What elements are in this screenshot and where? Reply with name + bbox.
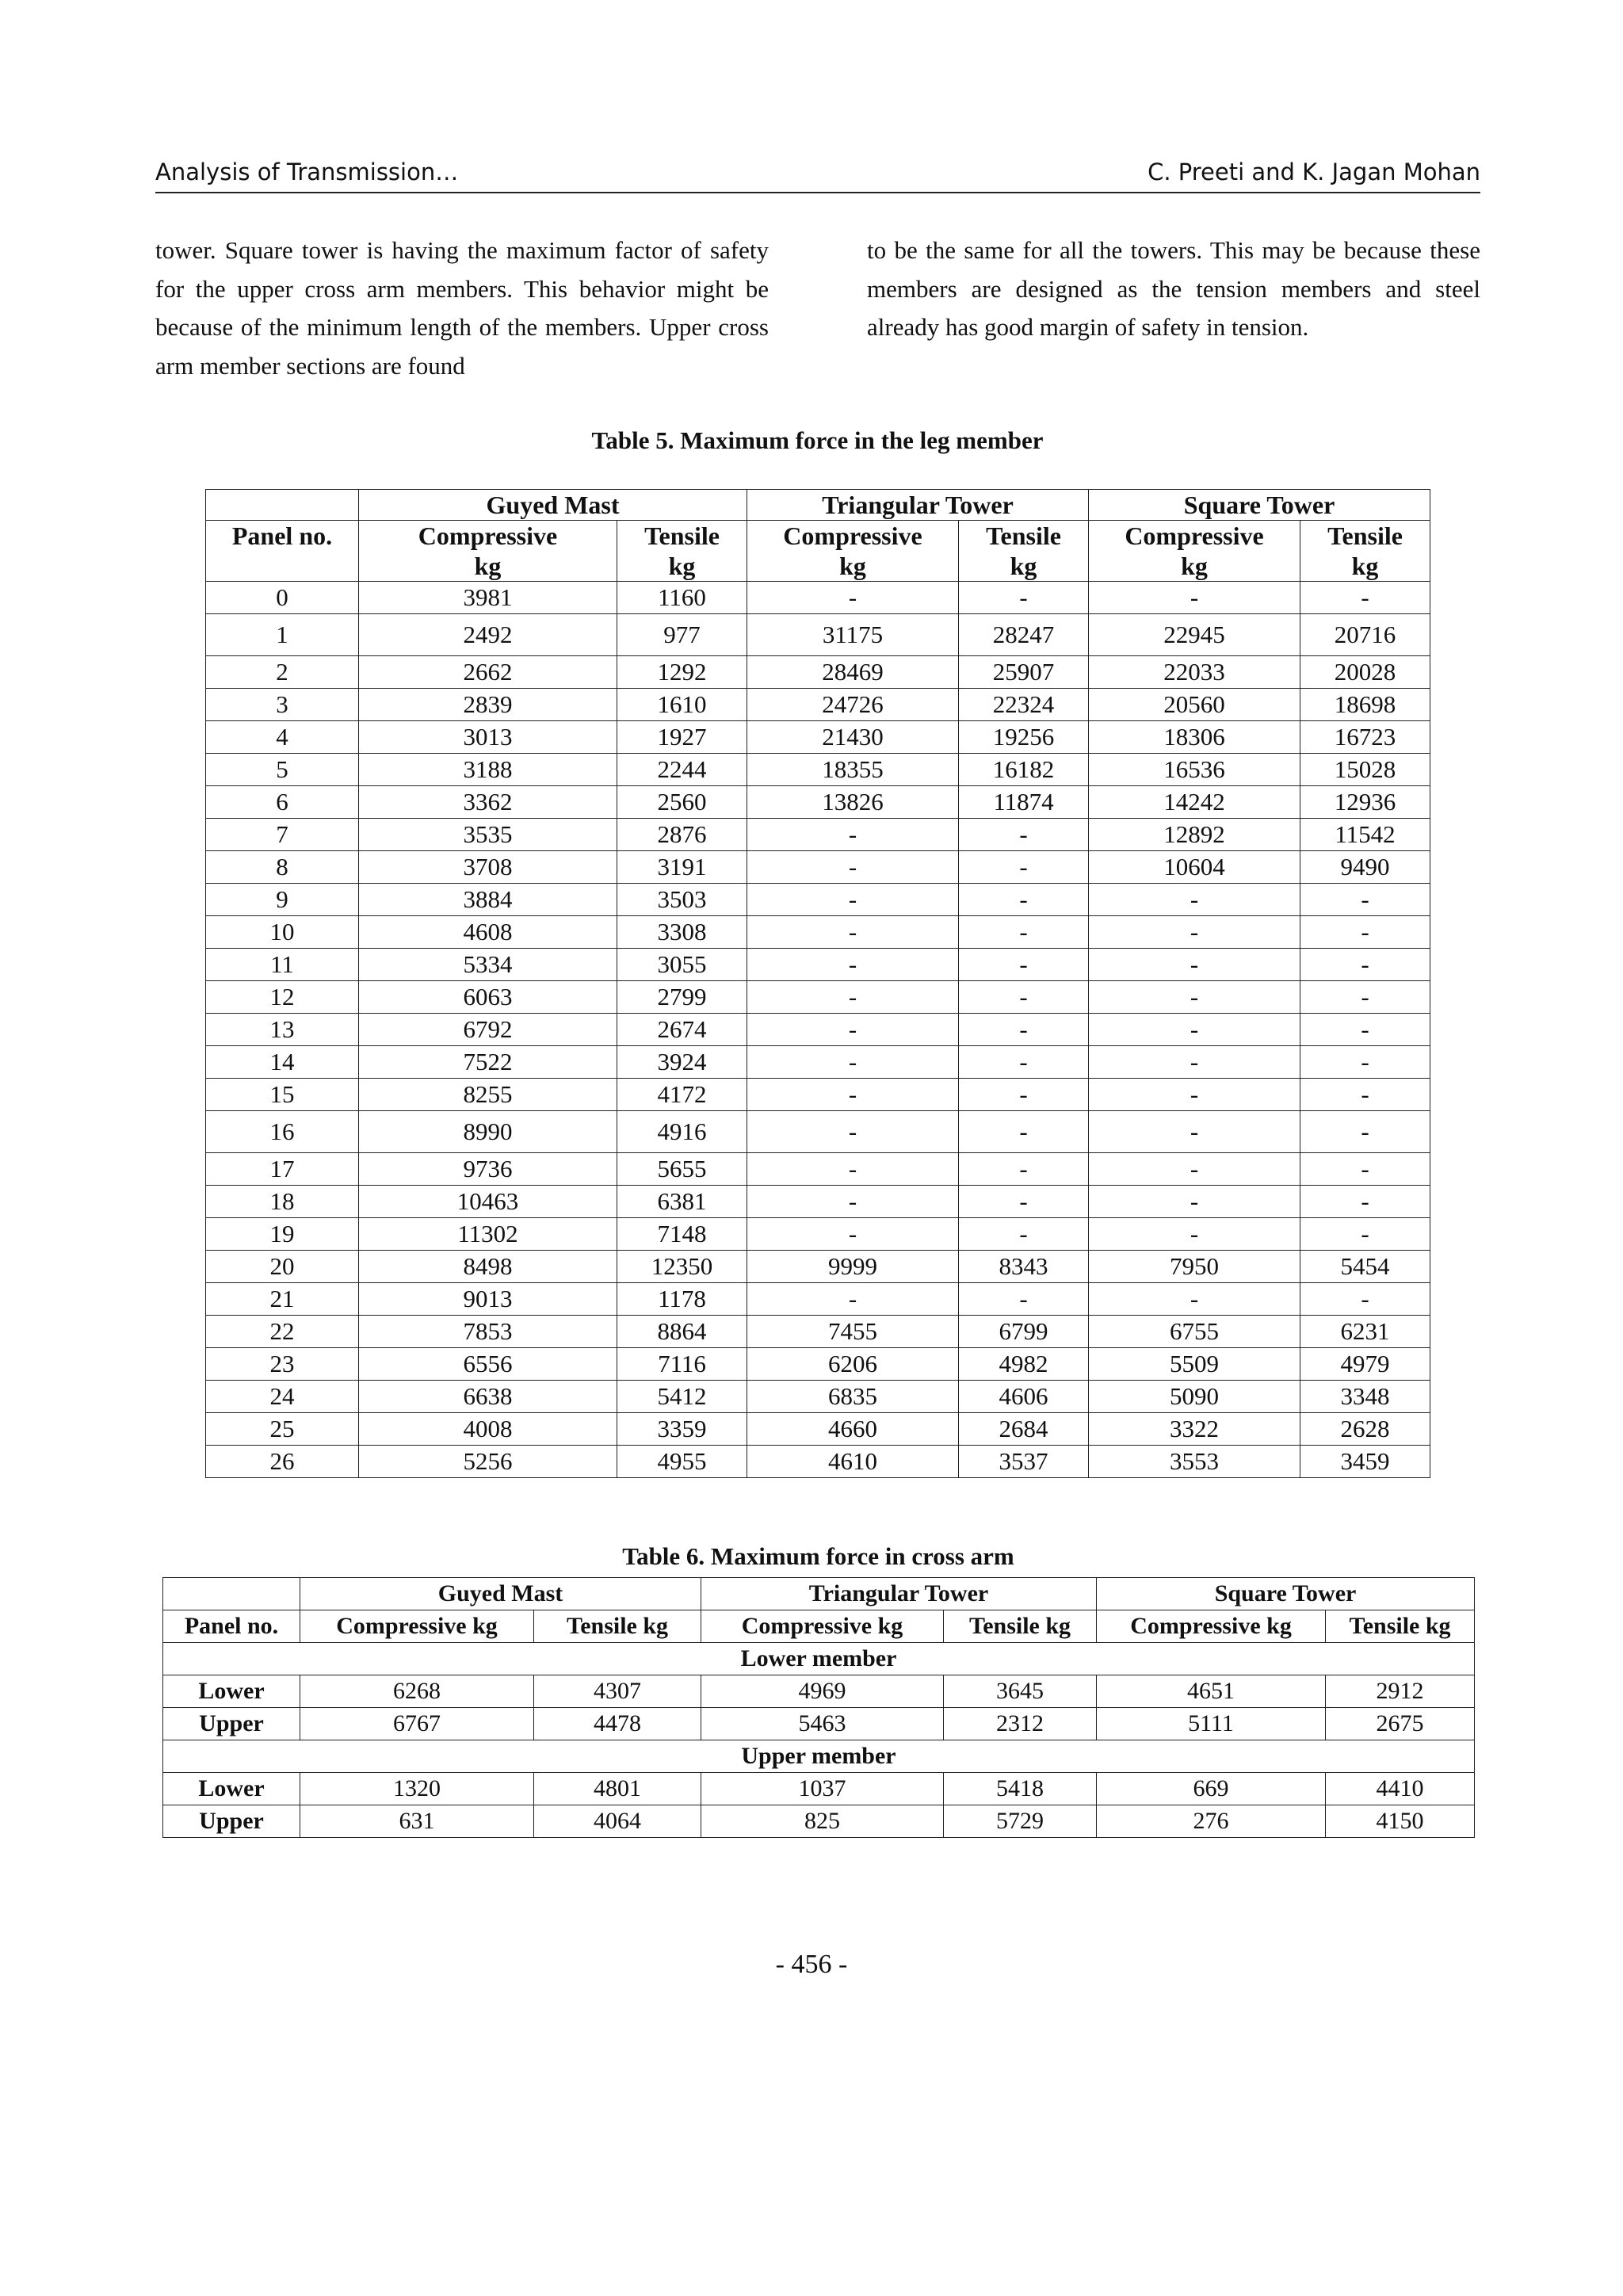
table5-corner xyxy=(206,490,359,521)
force-value-cell: - xyxy=(959,1014,1089,1046)
force-value-cell: 6206 xyxy=(747,1348,959,1381)
table6-col-header: Compressive kg xyxy=(701,1610,944,1643)
force-value-cell: - xyxy=(959,1079,1089,1111)
force-value-cell: 24726 xyxy=(747,689,959,721)
force-value-cell: 825 xyxy=(701,1805,944,1838)
force-value-cell: - xyxy=(1089,981,1300,1014)
force-value-cell: - xyxy=(747,981,959,1014)
table-row xyxy=(163,1773,1475,1805)
force-value-cell: - xyxy=(747,949,959,981)
panel-number-cell: 24 xyxy=(206,1381,359,1413)
force-value-cell: 18698 xyxy=(1300,689,1430,721)
force-value-cell: 6767 xyxy=(300,1708,534,1740)
force-value-cell: 16723 xyxy=(1300,721,1430,754)
panel-number-cell: 10 xyxy=(206,916,359,949)
section-title: Upper member xyxy=(163,1740,1475,1773)
force-value-cell: 5655 xyxy=(617,1153,747,1186)
force-value-cell: 1292 xyxy=(617,656,747,689)
table6-corner xyxy=(163,1578,300,1610)
force-value-cell: 7455 xyxy=(747,1316,959,1348)
force-value-cell: 2912 xyxy=(1326,1675,1475,1708)
table-row xyxy=(163,1805,1475,1838)
panel-number-cell: 7 xyxy=(206,819,359,851)
body-text-right-column: to be the same for all the towers. This may be because these members are designed as the tension members and steel already has good margin of safety in tension. xyxy=(867,236,1480,341)
section-row xyxy=(163,1740,1475,1773)
force-value-cell: - xyxy=(959,819,1089,851)
force-value-cell: 1160 xyxy=(617,582,747,614)
force-value-cell: 3362 xyxy=(359,786,617,819)
force-value-cell: 15028 xyxy=(1300,754,1430,786)
table-row xyxy=(206,1446,1430,1478)
table5-group-header: Guyed Mast xyxy=(359,490,747,521)
force-value-cell: 6556 xyxy=(359,1348,617,1381)
force-value-cell: - xyxy=(1300,1186,1430,1218)
panel-number-cell: 25 xyxy=(206,1413,359,1446)
force-value-cell: 4916 xyxy=(617,1111,747,1153)
force-value-cell: 20028 xyxy=(1300,656,1430,689)
force-value-cell: 631 xyxy=(300,1805,534,1838)
force-value-cell: - xyxy=(959,851,1089,884)
force-value-cell: 2628 xyxy=(1300,1413,1430,1446)
force-value-cell: - xyxy=(1300,582,1430,614)
running-header xyxy=(155,155,1480,193)
panel-number-cell: 14 xyxy=(206,1046,359,1079)
table-row xyxy=(206,582,1430,614)
force-value-cell: 1037 xyxy=(701,1773,944,1805)
force-value-cell: 5418 xyxy=(944,1773,1097,1805)
force-value-cell: - xyxy=(1089,1186,1300,1218)
panel-number-cell: 1 xyxy=(206,614,359,656)
force-value-cell: 1610 xyxy=(617,689,747,721)
table-row xyxy=(206,1014,1430,1046)
force-value-cell: 6638 xyxy=(359,1381,617,1413)
force-value-cell: 1927 xyxy=(617,721,747,754)
force-value-cell: 18306 xyxy=(1089,721,1300,754)
force-value-cell: 4478 xyxy=(534,1708,701,1740)
force-value-cell: 7116 xyxy=(617,1348,747,1381)
force-value-cell: 3503 xyxy=(617,884,747,916)
force-value-cell: 5256 xyxy=(359,1446,617,1478)
panel-number-cell: 22 xyxy=(206,1316,359,1348)
force-value-cell: - xyxy=(1089,1111,1300,1153)
force-value-cell: - xyxy=(1089,1218,1300,1251)
force-value-cell: 12892 xyxy=(1089,819,1300,851)
force-value-cell: - xyxy=(959,1186,1089,1218)
force-value-cell: 2244 xyxy=(617,754,747,786)
table-row xyxy=(206,916,1430,949)
panel-label-cell: Lower xyxy=(163,1675,300,1708)
table6-col-header: Compressive kg xyxy=(300,1610,534,1643)
panel-number-cell: 17 xyxy=(206,1153,359,1186)
force-value-cell: 6381 xyxy=(617,1186,747,1218)
page-number: - 456 - xyxy=(775,1950,848,1979)
table6-panel-header: Panel no. xyxy=(163,1610,300,1643)
force-value-cell: 3188 xyxy=(359,754,617,786)
force-value-cell: 4608 xyxy=(359,916,617,949)
table-row xyxy=(206,721,1430,754)
force-value-cell: 3308 xyxy=(617,916,747,949)
table-row xyxy=(206,1316,1430,1348)
force-value-cell: 11302 xyxy=(359,1218,617,1251)
force-value-cell: - xyxy=(1089,582,1300,614)
force-value-cell: - xyxy=(959,949,1089,981)
force-value-cell: 7950 xyxy=(1089,1251,1300,1283)
table-row xyxy=(206,1348,1430,1381)
force-value-cell: - xyxy=(959,916,1089,949)
panel-number-cell: 16 xyxy=(206,1111,359,1153)
force-value-cell: - xyxy=(959,1111,1089,1153)
force-value-cell: 3981 xyxy=(359,582,617,614)
force-value-cell: - xyxy=(1300,916,1430,949)
table5-group-header: Triangular Tower xyxy=(747,490,1089,521)
force-value-cell: 22033 xyxy=(1089,656,1300,689)
table6-cross-arm-forces xyxy=(162,1577,1475,1838)
force-value-cell: 3459 xyxy=(1300,1446,1430,1478)
force-value-cell: 18355 xyxy=(747,754,959,786)
force-value-cell: - xyxy=(747,884,959,916)
panel-label-cell: Upper xyxy=(163,1805,300,1838)
force-value-cell: - xyxy=(959,981,1089,1014)
force-value-cell: 4955 xyxy=(617,1446,747,1478)
force-value-cell: 21430 xyxy=(747,721,959,754)
force-value-cell: 2876 xyxy=(617,819,747,851)
force-value-cell: - xyxy=(1300,981,1430,1014)
panel-number-cell: 21 xyxy=(206,1283,359,1316)
force-value-cell: - xyxy=(1089,916,1300,949)
force-value-cell: - xyxy=(1300,1046,1430,1079)
table5-col-header: Compressive kg xyxy=(747,521,959,582)
force-value-cell: 3553 xyxy=(1089,1446,1300,1478)
table5-leg-member-forces xyxy=(205,489,1430,1478)
table-row xyxy=(206,1111,1430,1153)
force-value-cell: 8255 xyxy=(359,1079,617,1111)
table-row xyxy=(206,1046,1430,1079)
force-value-cell: - xyxy=(1300,949,1430,981)
table5-panel-header: Panel no. xyxy=(206,521,359,582)
force-value-cell: 7853 xyxy=(359,1316,617,1348)
force-value-cell: 2674 xyxy=(617,1014,747,1046)
force-value-cell: 20560 xyxy=(1089,689,1300,721)
table5-col-header: Tensile kg xyxy=(617,521,747,582)
force-value-cell: 5729 xyxy=(944,1805,1097,1838)
force-value-cell: 7522 xyxy=(359,1046,617,1079)
table-row xyxy=(206,819,1430,851)
force-value-cell: - xyxy=(1089,1283,1300,1316)
table5-col-header: Tensile kg xyxy=(1300,521,1430,582)
table-row xyxy=(163,1708,1475,1740)
table-row xyxy=(206,1381,1430,1413)
force-value-cell: 20716 xyxy=(1300,614,1430,656)
force-value-cell: 16182 xyxy=(959,754,1089,786)
force-value-cell: 6063 xyxy=(359,981,617,1014)
force-value-cell: 10604 xyxy=(1089,851,1300,884)
section-row xyxy=(163,1643,1475,1675)
force-value-cell: - xyxy=(1089,1046,1300,1079)
force-value-cell: - xyxy=(959,1153,1089,1186)
panel-label-cell: Lower xyxy=(163,1773,300,1805)
force-value-cell: 28247 xyxy=(959,614,1089,656)
table6-col-header: Compressive kg xyxy=(1097,1610,1326,1643)
table-row xyxy=(206,656,1430,689)
force-value-cell: - xyxy=(1300,1079,1430,1111)
force-value-cell: 4969 xyxy=(701,1675,944,1708)
force-value-cell: 11542 xyxy=(1300,819,1430,851)
panel-number-cell: 18 xyxy=(206,1186,359,1218)
force-value-cell: 2839 xyxy=(359,689,617,721)
force-value-cell: 8990 xyxy=(359,1111,617,1153)
table-row xyxy=(206,981,1430,1014)
force-value-cell: - xyxy=(747,916,959,949)
panel-number-cell: 3 xyxy=(206,689,359,721)
table5-group-header: Square Tower xyxy=(1089,490,1430,521)
table6-group-header: Guyed Mast xyxy=(300,1578,701,1610)
force-value-cell: 9999 xyxy=(747,1251,959,1283)
force-value-cell: 5463 xyxy=(701,1708,944,1740)
force-value-cell: 9013 xyxy=(359,1283,617,1316)
table-row xyxy=(206,689,1430,721)
force-value-cell: - xyxy=(747,1283,959,1316)
force-value-cell: 4172 xyxy=(617,1079,747,1111)
force-value-cell: 4651 xyxy=(1097,1675,1326,1708)
table-row xyxy=(206,884,1430,916)
force-value-cell: 14242 xyxy=(1089,786,1300,819)
force-value-cell: 3055 xyxy=(617,949,747,981)
force-value-cell: - xyxy=(1300,1218,1430,1251)
force-value-cell: 4979 xyxy=(1300,1348,1430,1381)
panel-number-cell: 23 xyxy=(206,1348,359,1381)
force-value-cell: - xyxy=(747,1218,959,1251)
force-value-cell: 3322 xyxy=(1089,1413,1300,1446)
force-value-cell: 31175 xyxy=(747,614,959,656)
force-value-cell: 8864 xyxy=(617,1316,747,1348)
force-value-cell: 22945 xyxy=(1089,614,1300,656)
header-authors: C. Preeti and K. Jagan Mohan xyxy=(1148,159,1480,185)
force-value-cell: 11874 xyxy=(959,786,1089,819)
table-row xyxy=(163,1675,1475,1708)
force-value-cell: - xyxy=(1300,1014,1430,1046)
force-value-cell: 3191 xyxy=(617,851,747,884)
force-value-cell: 5111 xyxy=(1097,1708,1326,1740)
force-value-cell: 4410 xyxy=(1326,1773,1475,1805)
force-value-cell: 7148 xyxy=(617,1218,747,1251)
table5-col-header: Compressive kg xyxy=(1089,521,1300,582)
panel-number-cell: 26 xyxy=(206,1446,359,1478)
force-value-cell: 2684 xyxy=(959,1413,1089,1446)
force-value-cell: - xyxy=(747,1186,959,1218)
force-value-cell: 4307 xyxy=(534,1675,701,1708)
force-value-cell: - xyxy=(747,1046,959,1079)
force-value-cell: 6792 xyxy=(359,1014,617,1046)
force-value-cell: - xyxy=(1089,1153,1300,1186)
force-value-cell: 4982 xyxy=(959,1348,1089,1381)
panel-number-cell: 5 xyxy=(206,754,359,786)
force-value-cell: 4064 xyxy=(534,1805,701,1838)
force-value-cell: - xyxy=(747,1111,959,1153)
section-title: Lower member xyxy=(163,1643,1475,1675)
force-value-cell: - xyxy=(1089,884,1300,916)
force-value-cell: - xyxy=(747,851,959,884)
force-value-cell: 2312 xyxy=(944,1708,1097,1740)
force-value-cell: 12936 xyxy=(1300,786,1430,819)
force-value-cell: - xyxy=(1089,1079,1300,1111)
force-value-cell: 6799 xyxy=(959,1316,1089,1348)
force-value-cell: - xyxy=(1300,1283,1430,1316)
force-value-cell: 5454 xyxy=(1300,1251,1430,1283)
force-value-cell: 3535 xyxy=(359,819,617,851)
force-value-cell: 4150 xyxy=(1326,1805,1475,1838)
force-value-cell: 3013 xyxy=(359,721,617,754)
panel-number-cell: 15 xyxy=(206,1079,359,1111)
force-value-cell: 977 xyxy=(617,614,747,656)
table6-body xyxy=(163,1643,1475,1838)
table5-col-header: Tensile kg xyxy=(959,521,1089,582)
force-value-cell: - xyxy=(1089,949,1300,981)
force-value-cell: 3884 xyxy=(359,884,617,916)
force-value-cell: 28469 xyxy=(747,656,959,689)
table-row xyxy=(206,754,1430,786)
force-value-cell: 6755 xyxy=(1089,1316,1300,1348)
force-value-cell: - xyxy=(1089,1014,1300,1046)
panel-label-cell: Upper xyxy=(163,1708,300,1740)
force-value-cell: 2799 xyxy=(617,981,747,1014)
force-value-cell: 6268 xyxy=(300,1675,534,1708)
header-title: Analysis of Transmission… xyxy=(155,159,459,185)
table-row xyxy=(206,1218,1430,1251)
table-row xyxy=(206,1283,1430,1316)
force-value-cell: 5090 xyxy=(1089,1381,1300,1413)
table5-body xyxy=(206,582,1430,1478)
force-value-cell: 1320 xyxy=(300,1773,534,1805)
force-value-cell: - xyxy=(1300,884,1430,916)
force-value-cell: - xyxy=(747,582,959,614)
force-value-cell: 2560 xyxy=(617,786,747,819)
panel-number-cell: 8 xyxy=(206,851,359,884)
force-value-cell: 5509 xyxy=(1089,1348,1300,1381)
table6-caption: Table 6. Maximum force in cross arm xyxy=(622,1542,1014,1570)
panel-number-cell: 20 xyxy=(206,1251,359,1283)
force-value-cell: 2675 xyxy=(1326,1708,1475,1740)
force-value-cell: - xyxy=(1300,1111,1430,1153)
force-value-cell: 4606 xyxy=(959,1381,1089,1413)
force-value-cell: - xyxy=(959,1283,1089,1316)
force-value-cell: 3645 xyxy=(944,1675,1097,1708)
body-text-left-column: tower. Square tower is having the maximum factor of safety for the upper cross arm members. This behavior might be because of the minimum length of the members. Upper cross arm member sections are found xyxy=(155,236,769,380)
force-value-cell: 10463 xyxy=(359,1186,617,1218)
force-value-cell: 6231 xyxy=(1300,1316,1430,1348)
panel-number-cell: 13 xyxy=(206,1014,359,1046)
table-row xyxy=(206,1413,1430,1446)
force-value-cell: 669 xyxy=(1097,1773,1326,1805)
force-value-cell: 5412 xyxy=(617,1381,747,1413)
table6-col-header: Tensile kg xyxy=(1326,1610,1475,1643)
force-value-cell: 3359 xyxy=(617,1413,747,1446)
force-value-cell: - xyxy=(959,582,1089,614)
table5-col-header: Compressive kg xyxy=(359,521,617,582)
table-row xyxy=(206,949,1430,981)
force-value-cell: 6835 xyxy=(747,1381,959,1413)
force-value-cell: - xyxy=(747,1153,959,1186)
force-value-cell: - xyxy=(747,1079,959,1111)
table-row xyxy=(206,786,1430,819)
panel-number-cell: 11 xyxy=(206,949,359,981)
table-row xyxy=(206,614,1430,656)
force-value-cell: 16536 xyxy=(1089,754,1300,786)
panel-number-cell: 0 xyxy=(206,582,359,614)
panel-number-cell: 19 xyxy=(206,1218,359,1251)
force-value-cell: 3537 xyxy=(959,1446,1089,1478)
force-value-cell: - xyxy=(959,1218,1089,1251)
table-row xyxy=(206,851,1430,884)
force-value-cell: - xyxy=(959,1046,1089,1079)
force-value-cell: 4008 xyxy=(359,1413,617,1446)
force-value-cell: 3924 xyxy=(617,1046,747,1079)
table-row xyxy=(206,1186,1430,1218)
force-value-cell: 13826 xyxy=(747,786,959,819)
force-value-cell: - xyxy=(747,1014,959,1046)
force-value-cell: 9736 xyxy=(359,1153,617,1186)
force-value-cell: 1178 xyxy=(617,1283,747,1316)
force-value-cell: 25907 xyxy=(959,656,1089,689)
force-value-cell: 9490 xyxy=(1300,851,1430,884)
force-value-cell: 4610 xyxy=(747,1446,959,1478)
force-value-cell: 3708 xyxy=(359,851,617,884)
table6-group-header: Square Tower xyxy=(1097,1578,1475,1610)
table6-col-header: Tensile kg xyxy=(534,1610,701,1643)
force-value-cell: 2662 xyxy=(359,656,617,689)
force-value-cell: 3348 xyxy=(1300,1381,1430,1413)
force-value-cell: 4801 xyxy=(534,1773,701,1805)
table6-group-header: Triangular Tower xyxy=(701,1578,1097,1610)
force-value-cell: 12350 xyxy=(617,1251,747,1283)
panel-number-cell: 2 xyxy=(206,656,359,689)
force-value-cell: 19256 xyxy=(959,721,1089,754)
force-value-cell: 22324 xyxy=(959,689,1089,721)
force-value-cell: 8343 xyxy=(959,1251,1089,1283)
table-row xyxy=(206,1153,1430,1186)
force-value-cell: 4660 xyxy=(747,1413,959,1446)
force-value-cell: 2492 xyxy=(359,614,617,656)
force-value-cell: 8498 xyxy=(359,1251,617,1283)
table-row xyxy=(206,1079,1430,1111)
table6-col-header: Tensile kg xyxy=(944,1610,1097,1643)
panel-number-cell: 6 xyxy=(206,786,359,819)
panel-number-cell: 4 xyxy=(206,721,359,754)
table-row xyxy=(206,1251,1430,1283)
force-value-cell: - xyxy=(747,819,959,851)
panel-number-cell: 9 xyxy=(206,884,359,916)
panel-number-cell: 12 xyxy=(206,981,359,1014)
force-value-cell: 5334 xyxy=(359,949,617,981)
table5-caption: Table 5. Maximum force in the leg member xyxy=(591,426,1044,454)
force-value-cell: - xyxy=(959,884,1089,916)
force-value-cell: - xyxy=(1300,1153,1430,1186)
force-value-cell: 276 xyxy=(1097,1805,1326,1838)
